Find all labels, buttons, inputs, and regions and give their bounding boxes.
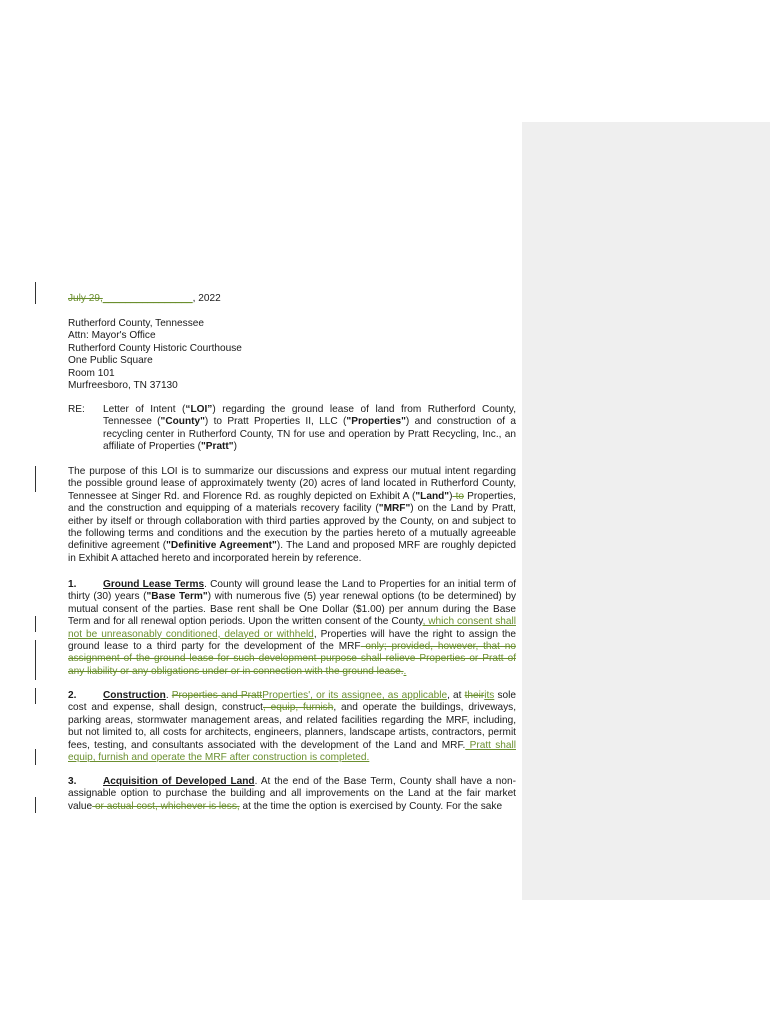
inserted-text: , which consent shall not be unreasonably conditioned, delayed or withheld <box>68 616 516 640</box>
purpose-paragraph <box>68 466 516 565</box>
text-part: ) with numerous five (5) year renewal options (to be determined) by mutual consent of the parties. Base rent shall be One Dollar ($1.00) per annum during the Base Term and for all renewal option periods. Upon the written consent of the County <box>68 591 516 628</box>
text-part: . County will ground lease the Land to Properties for an initial term of thirty (30) years ( <box>68 579 516 603</box>
re-text-part: ) and construction of a recycling center in Rutherford County, TN for use and operation by Pratt Recycling, Inc., an affiliate of Properties ( <box>103 416 516 453</box>
change-bar <box>35 797 36 813</box>
change-bar <box>35 749 36 765</box>
deleted-text: to <box>452 490 465 502</box>
change-bar <box>35 282 36 304</box>
section-number: 1. <box>68 579 77 590</box>
section-2-construction <box>68 690 516 764</box>
text-part: ) on the Land by Pratt, either by itself or through collaboration with third parties approved by the County, on and subject to the following terms and conditions and the execution by the parties hereto of a mutually agreeable definitive agreement ( <box>68 503 516 552</box>
text-part: ). The Land and proposed MRF are roughly depicted in Exhibit A attached hereto and incorporated herein by reference. <box>68 540 516 564</box>
section-number: 2. <box>68 690 77 701</box>
date-line <box>68 293 516 305</box>
defined-term: "Definitive Agreement" <box>166 540 277 552</box>
address-line: Murfreesboro, TN 37130 <box>68 379 178 391</box>
section-heading: Construction <box>103 690 166 701</box>
re-text-part: ) regarding the ground lease of land from Rutherford County, Tennessee ( <box>103 404 516 428</box>
inserted-text: . <box>403 665 407 677</box>
address-line: Room 101 <box>68 367 115 379</box>
change-bar <box>35 616 36 632</box>
re-label: RE: <box>68 404 85 415</box>
text-part: . <box>165 690 172 701</box>
deleted-text: only; provided, however, that no assignment of the ground lease for such development purpose shall relieve Properties or Pratt of any liability or any obligations under or in connection with the ground lease. <box>68 641 516 677</box>
text-part: , and operate the buildings, driveways, parking areas, stormwater management areas, and related facilities regarding the MRF, including, but not limited to, all costs for architects, engineers, planners, landscape artists, contractors, permit fees, testing, and consultants associated with the development of the Land and MRF. <box>68 702 516 751</box>
section-heading: Ground Lease Terms <box>103 579 205 590</box>
deleted-text: , equip, furnish <box>262 702 334 714</box>
address-line: Attn: Mayor's Office <box>68 330 156 342</box>
text-part: Properties, and the construction and equipping of a materials recovery facility ( <box>68 490 516 515</box>
section-1-ground-lease-terms <box>68 579 516 678</box>
text-part: ) <box>449 490 453 502</box>
text-part: , at <box>447 690 465 701</box>
inserted-text: Pratt shall equip, furnish and operate the MRF after construction is completed. <box>68 739 516 764</box>
section-heading: Acquisition of Developed Land <box>103 776 255 787</box>
deleted-text: Properties and Pratt <box>171 690 263 701</box>
change-bar <box>35 466 36 492</box>
date-year: , 2022 <box>192 293 221 304</box>
deleted-text: their <box>464 690 485 701</box>
re-defined-term: "County" <box>160 416 205 428</box>
re-block <box>68 404 516 454</box>
text-part: at the time the option is exercised by County. For the sake <box>239 800 503 812</box>
deleted-text: or actual cost, whichever is less, <box>92 800 240 812</box>
re-defined-term: “LOI” <box>185 404 213 415</box>
text-part: . At the end of the Base Term, County shall have a non-assignable option to purchase the building and all improvements on the Land at the fair market value <box>68 776 516 812</box>
change-bar <box>35 640 36 680</box>
re-text-part: ) <box>233 441 237 453</box>
text-part: the possible ground lease of approximately twenty (20) acres of land located in Rutherford County, Tennessee at Singer Rd. and Florence Rd. as roughly depicted on Exhibit A ( <box>68 478 516 502</box>
section-number: 3. <box>68 776 77 787</box>
text-part: The purpose of this LOI is to summarize our discussions and express our mutual intent regarding <box>68 466 516 477</box>
deleted-date: July 29, <box>68 293 103 304</box>
inserted-text: its <box>484 690 495 701</box>
re-defined-term: "Properties" <box>346 416 406 428</box>
re-text-part: ) to Pratt Properties II, LLC ( <box>204 416 347 428</box>
defined-term: "MRF" <box>378 503 411 515</box>
text-part: , Properties will have the right to assign the ground lease to a third party for the development of the MRF <box>68 628 516 653</box>
defined-term: "Land" <box>415 490 450 502</box>
defined-term: "Base Term" <box>146 591 208 603</box>
inserted-text: Properties', or its assignee, as applicable <box>262 690 448 701</box>
text-part: sole cost and expense, shall design, construct <box>68 690 516 714</box>
re-text-part: Letter of Intent ( <box>103 404 186 415</box>
inserted-date-blank: ________________ <box>102 293 193 304</box>
re-defined-term: "Pratt" <box>201 441 234 453</box>
address-block <box>68 318 516 392</box>
address-line: One Public Square <box>68 355 153 367</box>
address-line: Rutherford County, Tennessee <box>68 318 204 329</box>
comment-pane <box>522 122 770 900</box>
change-bar <box>35 688 36 704</box>
address-line: Rutherford County Historic Courthouse <box>68 342 242 354</box>
section-3-acquisition <box>68 776 516 813</box>
re-text <box>103 404 516 454</box>
